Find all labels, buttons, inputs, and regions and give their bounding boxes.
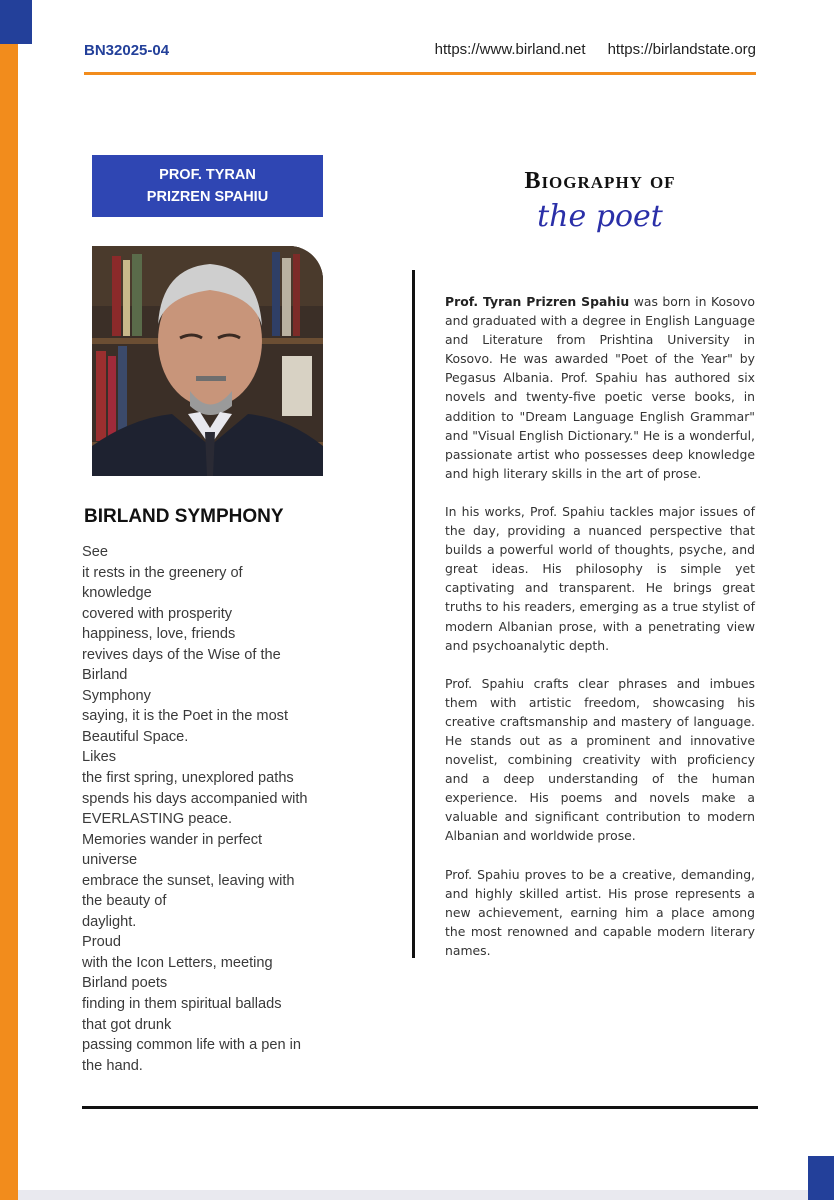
biography-heading-line1: Biography of (524, 168, 676, 194)
bio-author-name: Prof. Tyran Prizren Spahiu (445, 294, 630, 309)
poem-line: saying, it is the Poet in the most (82, 708, 289, 725)
poem-line: universe (82, 852, 138, 869)
bio-paragraph-2: In his works, Prof. Spahiu tackles major issues of the day, providing a nuanced perspective that builds a powerful world of thoughts, psyche, and great ideas. His philosophy is simple yet captivating and transparent. He brings great truths to his readers, emerging as a true stylist of modern Albanian prose, with a penetrating view and psychoanalytic depth. (445, 503, 755, 653)
poem-line: Memories wander in perfect (82, 831, 263, 848)
poem-line: Likes (82, 749, 117, 766)
poem-line: spends his days accompanied with (82, 790, 308, 807)
poem-title: BIRLAND SYMPHONY (84, 506, 284, 527)
state-website-link[interactable]: https://birlandstate.org (607, 41, 756, 58)
author-portrait-image (92, 246, 323, 476)
poem-line: that got drunk (82, 1016, 172, 1033)
poem-line: it rests in the greenery of (82, 564, 243, 581)
bio-paragraph-3: Prof. Spahiu crafts clear phrases and imbues them with artistic freedom, showcasing his creative craftsmanship and mastery of language. He stands out as a prominent and innovative novelist, combining creativity with proficiency and a deep understanding of the human experience. His poems and novels make a valuable and significant contribution to modern Albanian and worldwide prose. (445, 675, 755, 844)
issue-code: BN32025-04 (84, 42, 170, 59)
poem-line: Birland (82, 667, 128, 684)
poem-line: revives days of the Wise of the (82, 646, 281, 663)
biography-text (445, 292, 755, 979)
top-corner-block (0, 0, 32, 44)
bio-paragraph-4: Prof. Spahiu proves to be a creative, demanding, and highly skilled artist. His prose represents a new achievement, earning him a place among the most renowned and capable modern literary names. (445, 866, 755, 958)
author-name-line1: PROF. TYRAN (159, 167, 256, 183)
author-photo (92, 246, 323, 476)
poem-line: knowledge (82, 585, 152, 602)
biography-heading (470, 168, 730, 234)
poem-line: the beauty of (82, 893, 167, 910)
left-accent-bar (0, 0, 18, 1200)
bio-paragraph-1 (445, 292, 755, 483)
column-divider (412, 270, 415, 958)
poem-line: EVERLASTING peace. (82, 811, 233, 828)
poem-line: Symphony (82, 687, 151, 704)
poem-line: embrace the sunset, leaving with (82, 872, 295, 889)
bottom-strip (18, 1190, 834, 1200)
header-divider (84, 72, 756, 75)
bio-paragraph-1-text: was born in Kosovo and graduated with a degree in English Language and Literature from Prishtina University in Kosovo. He was awarded "Poet of the Year" by Pegasus Albania. Prof. Spahiu has authored six novels and twenty-five poetic verse books, in addition to "Dream Language English Grammar" and "Visual English Dictionary." He is a wonderful, passionate artist who possesses deep knowledge and high literary skills in the art of prose. (445, 294, 755, 481)
poem-line: happiness, love, friends (82, 626, 236, 643)
header-urls (435, 41, 756, 58)
bottom-corner-block (808, 1156, 834, 1200)
poem-line: Proud (82, 934, 121, 951)
poem-line: Birland poets (82, 975, 168, 992)
poem-line: Beautiful Space. (82, 728, 189, 745)
poem-line: finding in them spiritual ballads (82, 996, 282, 1013)
poem-line: covered with prosperity (82, 605, 233, 622)
footer-divider (82, 1106, 758, 1109)
poem-line: passing common life with a pen in (82, 1037, 302, 1054)
poem-line: the hand. (82, 1057, 143, 1074)
poem-line: See (82, 544, 108, 560)
biography-heading-line2: the poet (537, 199, 663, 234)
poem-line: daylight. (82, 913, 137, 930)
poem-body (82, 542, 382, 1076)
author-name-line2: PRIZREN SPAHIU (146, 189, 269, 205)
website-link[interactable]: https://www.birland.net (434, 41, 586, 58)
author-name-box (92, 155, 323, 217)
poem-line: with the Icon Letters, meeting (82, 954, 273, 971)
poem-line: the first spring, unexplored paths (82, 770, 294, 787)
